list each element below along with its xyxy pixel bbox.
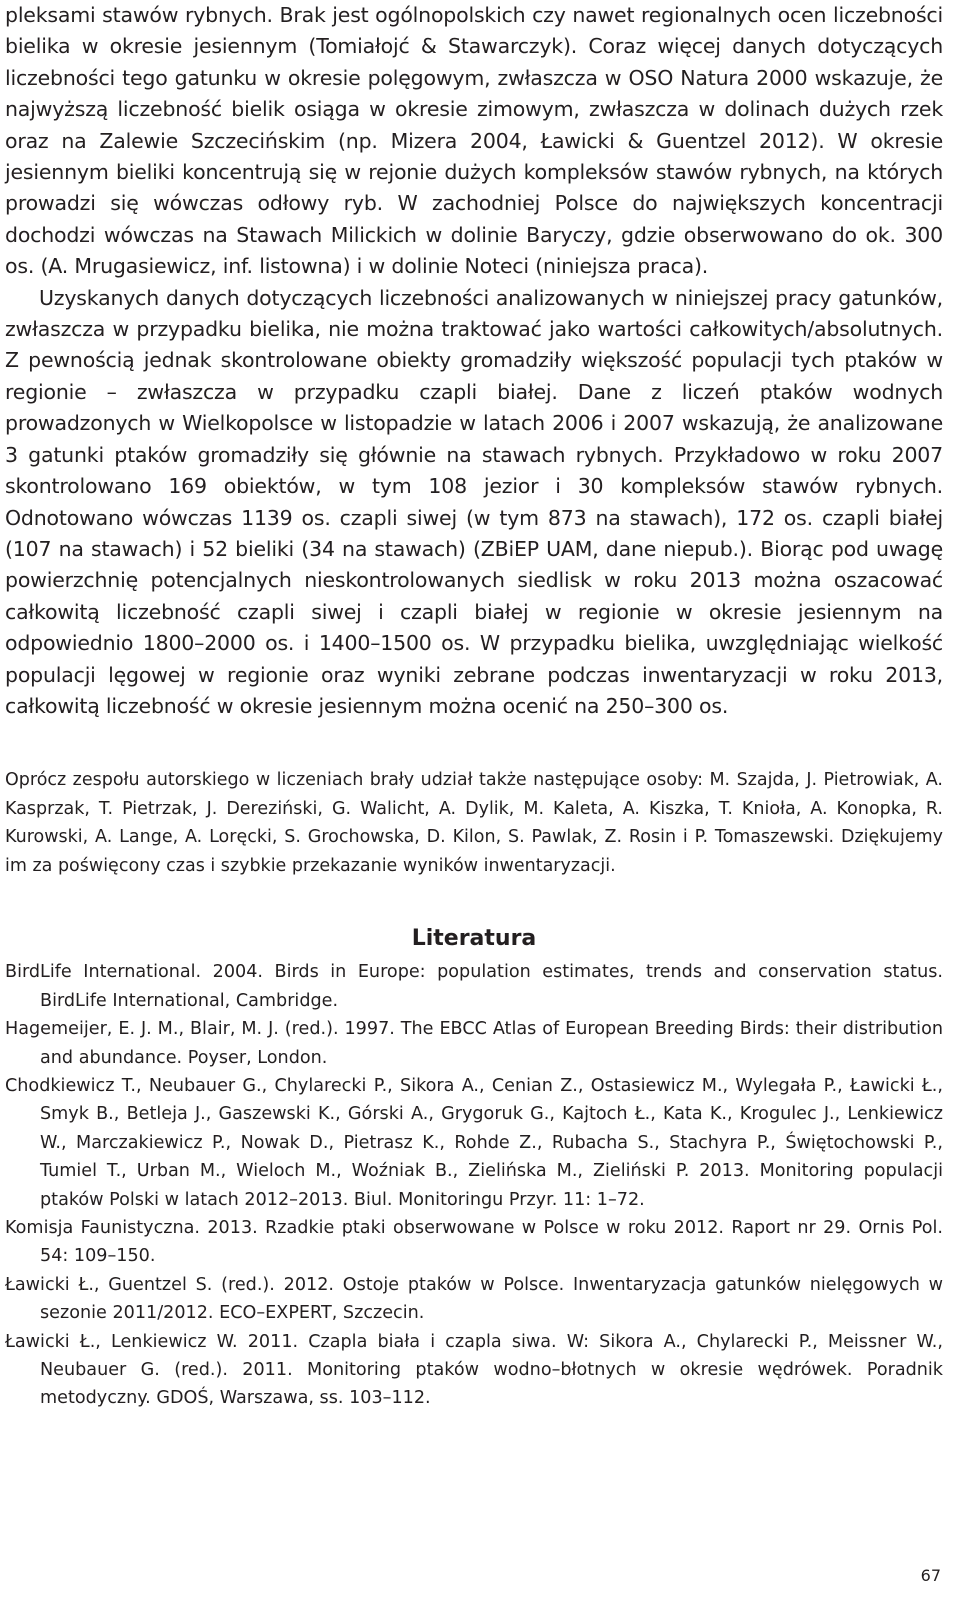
- reference-item: Ławicki Ł., Guentzel S. (red.). 2012. Ostoje ptaków w Polsce. Inwentaryzacja gatunków nielęgowych w sezonie 2011/2012. ECO–EXPERT, Szczecin.: [5, 1274, 943, 1324]
- body-paragraph-2: Uzyskanych danych dotyczących liczebności analizowanych w niniejszej pracy gatunków, zwłaszcza w przypadku bielika, nie można traktować jako wartości całkowitych/absolutnych. Z pewnością jednak skontrolowane obiekty gromadziły większość populacji tych ptaków w regionie – zwłaszcza w przypadku czapli białej. Dane z liczeń ptaków wodnych prowadzonych w Wielkopolsce w listopadzie w latach 2006 i 2007 wskazują, że analizowane 3 gatunki ptaków gromadziły się głównie na stawach rybnych. Przykładowo w roku 2007 skontrolowano 169 obiektów, w tym 108 jezior i 30 kompleksów stawów rybnych. Odnotowano wówczas 1139 os. czapli siwej (w tym 873 na stawach), 172 os. czapli białej (107 na stawach) i 52 bieliki (34 na stawach) (ZBiEP UAM, dane niepub.). Biorąc pod uwagę powierzchnię potencjalnych nieskontrolowanych siedlisk w roku 2013 można oszacować całkowitą liczebność czapli siwej i czapli białej w regionie w okresie jesiennym na odpowiednio 1800–2000 os. i 1400–1500 os. W przypadku bielika, uwzględniając wielkość populacji lęgowej w regionie oraz wyniki zebrane podczas inwentaryzacji w roku 2013, całkowitą liczebność w okresie jesiennym można ocenić na 250–300 os.: [5, 285, 943, 718]
- literature-heading: Literatura: [411, 926, 537, 952]
- acknowledgement-paragraph: Oprócz zespołu autorskiego w liczeniach brały udział także następujące osoby: M. Szajda, J. Pietrowiak, A. Kasprzak, T. Pietrzak, J. Dereziński, G. Walicht, A. Dylik, M. Kaleta, A. Kiszka, T. Knioła, A. Konopka, R. Kurowski, A. Lange, A. Loręcki, S. Grochowska, D. Kilon, S. Pawlak, Z. Rosin i P. Tomaszewski. Dziękujemy im za poświęcony czas i szybkie przekazanie wyników inwentaryzacji.: [5, 770, 943, 876]
- document-page: [5, 0, 943, 1413]
- reference-item: Ławicki Ł., Lenkiewicz W. 2011. Czapla biała i czapla siwa. W: Sikora A., Chylarecki P., Meissner W., Neubauer G. (red.). 2011. Monitoring ptaków wodno–błotnych w okresie wędrówek. Poradnik metodyczny. GDOŚ, Warszawa, ss. 103–112.: [5, 1331, 943, 1409]
- reference-item: BirdLife International. 2004. Birds in Europe: population estimates, trends and conservation status. BirdLife International, Cambridge.: [5, 962, 943, 1011]
- reference-item: Chodkiewicz T., Neubauer G., Chylarecki P., Sikora A., Cenian Z., Ostasiewicz M., Wylegała P., Ławicki Ł., Smyk B., Betleja J., Gaszewski K., Górski A., Grygoruk G., Kajtoch Ł., Kata K., Krogulec J., Lenkiewicz W., Marczakiewicz P., Nowak D., Pietrasz K., Rohde Z., Rubacha S., Stachyra P., Świętochowski P., Tumiel T., Urban M., Wieloch M., Woźniak B., Zielińska M., Zieliński P. 2013. Monitoring populacji ptaków Polski w latach 2012–2013. Biul. Monitoringu Przyr. 11: 1–72.: [5, 1075, 943, 1210]
- body-paragraph-1: pleksami stawów rybnych. Brak jest ogólnopolskich czy nawet regionalnych ocen liczebności bielika w okresie jesiennym (Tomiałojć & Stawarczyk). Coraz więcej danych dotyczących liczebności tego gatunku w okresie polęgowym, zwłaszcza w OSO Natura 2000 wskazuje, że najwyższą liczebność bielik osiąga w okresie zimowym, zwłaszcza w dolinach dużych rzek oraz na Zalewie Szczecińskim (np. Mizera 2004, Ławicki & Guentzel 2012). W okresie jesiennym bieliki koncentrują się w rejonie dużych kompleksów stawów rybnych, na których prowadzi się wówczas odłowy ryb. W zachodniej Polsce do największych koncentracji dochodzi wówczas na Stawach Milickich w dolinie Baryczy, gdzie obserwowano do ok. 300 os. (A. Mrugasiewicz, inf. listowna) i w dolinie Noteci (niniejsza praca).: [5, 3, 943, 279]
- reference-item: Komisja Faunistyczna. 2013. Rzadkie ptaki obserwowane w Polsce w roku 2012. Raport nr 29. Ornis Pol. 54: 109–150.: [5, 1218, 943, 1267]
- reference-list: [5, 958, 943, 1413]
- page-number: 67: [920, 1566, 941, 1585]
- reference-item: Hagemeijer, E. J. M., Blair, M. J. (red.). 1997. The EBCC Atlas of European Breeding Birds: their distribution and abundance. Poyser, London.: [5, 1019, 943, 1068]
